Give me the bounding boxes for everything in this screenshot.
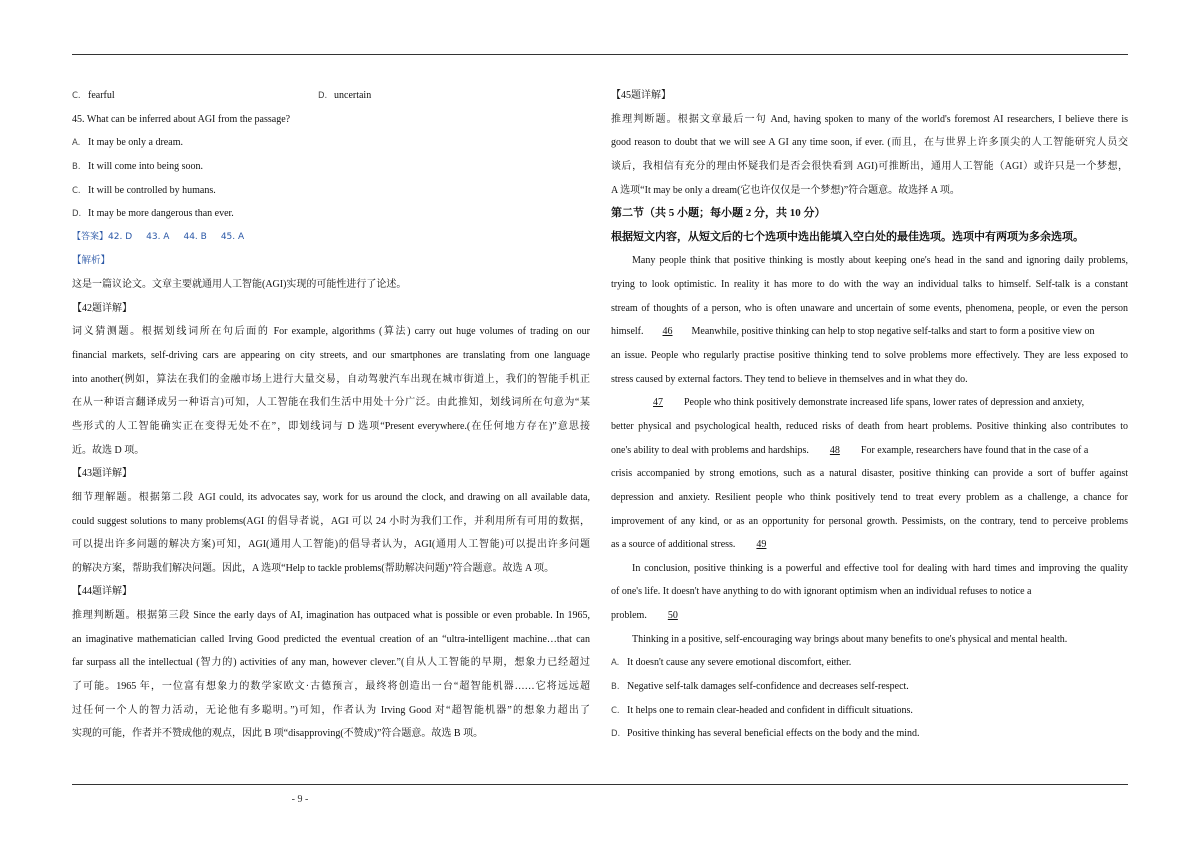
- q43-text: 细节理解题。根据第二段 AGI could, its advocates say, work for us around the clock, and drawing on all available data,: [72, 491, 590, 503]
- right-column: [611, 84, 1128, 746]
- passage-line: Many people think that positive thinking is mostly about keeping one's head in the sand and ignoring daily problems,: [632, 255, 1128, 267]
- q45-title: 【45题详解】: [611, 90, 671, 101]
- gap-option: [611, 675, 1128, 699]
- passage-text: as a source of additional stress.: [611, 539, 736, 551]
- passage-line: an issue. People who regularly practise positive thinking tend to solve problems more effectively. They are less exposed to: [611, 350, 1128, 362]
- option-text: It doesn't cause any severe emotional discomfort, either.: [627, 657, 852, 669]
- passage-line: of one's life. It doesn't have anything to do with ignorant optimism when an individual refuses to notice a: [611, 586, 1032, 598]
- option-text: uncertain: [334, 90, 372, 101]
- passage-line: depression and anxiety. Resilient people who think positively tend to treat every problem as a challenge, a chance for: [611, 491, 1128, 503]
- q42-text: 近。故选 D 项。: [72, 444, 145, 456]
- option-letter: D.: [318, 91, 328, 101]
- blank-46: 46: [662, 326, 673, 338]
- passage-line: [611, 604, 1128, 628]
- q45-text: 谈后，我相信有充分的理由怀疑我们是否会很快看到 AGI)可推断出，通用人工智能（AGI）或许只是一个梦想，: [611, 160, 1128, 172]
- answer-key: [72, 226, 590, 250]
- q42-text: into another(例如，算法在我们的金融市场上进行大量交易，自动驾驶汽车出现在城市街道上，我们的智能手机正: [72, 373, 590, 385]
- answer-item: 43. A: [146, 231, 170, 242]
- q45-option: [72, 155, 590, 179]
- q45-option: [72, 179, 590, 203]
- answer-item: 45. A: [220, 231, 245, 242]
- page-number: - 9 -: [291, 794, 309, 805]
- blank-48: 48: [829, 444, 840, 456]
- q45-text: good reason to doubt that we will see A GI any time soon, if ever. (而且，在与世界上许多顶尖的人工智能研究人员交: [611, 137, 1128, 149]
- passage-line: trying to look optimistic. In reality it has more to do with the way an individual talks to himself. Self-talk is a constant: [611, 279, 1128, 291]
- section-title: 第二节（共 5 小题；每小题 2 分，共 10 分）: [611, 207, 826, 220]
- option-text: It will come into being soon.: [88, 160, 203, 172]
- option-text: It will be controlled by humans.: [88, 184, 216, 196]
- option-letter: B.: [611, 682, 620, 693]
- passage-line: stress caused by external factors. They tend to believe in themselves and in what they do.: [611, 373, 968, 385]
- passage-line: improvement of any kind, or as an opportunity for personal growth. Pessimists, on the contrary, tend to perceive problems: [611, 515, 1128, 527]
- passage-line: [611, 391, 1128, 415]
- option-text: It may be more dangerous than ever.: [88, 208, 234, 220]
- q44-text: 推理判断题。根据第三段 Since the early days of AI, imagination has outpaced what is possible or even probable. In 1965,: [72, 610, 590, 622]
- q42-text: 在从一种语言翻译成另一种语言)可知，人工智能在我们生活中用处十分广泛。由此推知，划线词所在句意为“某: [72, 397, 590, 409]
- option-letter: D.: [611, 729, 621, 740]
- q45-text: 推理判断题。根据文章最后一句 And, having spoken to many of the world's foremost AI researchers, I believe there is: [611, 113, 1128, 125]
- q44-text: 实现的可能，作者并不赞成他的观点，因此 B 项“disapproving(不赞成)”符合题意。故选 B 项。: [72, 728, 484, 740]
- option-text: Positive thinking has several beneficial effects on the body and the mind.: [627, 728, 920, 740]
- option-text: fearful: [88, 90, 115, 101]
- q42-text: 些形式的人工智能确实正在变得无处不在”，即划线词与 D 选项“Present everywhere.(在任何地方存在)”意思接: [72, 420, 590, 432]
- q42-title: 【42题详解】: [72, 302, 132, 314]
- passage-text: People who think positively demonstrate increased life spans, lower rates of depression and anxiety,: [684, 397, 1085, 409]
- q42-text: 词义猜测题。根据划线词所在句后面的 For example, algorithms (算法) carry out huge volumes of trading on our: [72, 326, 590, 338]
- option-letter: D.: [72, 209, 82, 220]
- passage-line: [611, 320, 1128, 344]
- q43-text: 的解决方案，帮助我们解决问题。因此，A 选项“Help to tackle problems(帮助解决问题)”符合题意。故选 A 项。: [72, 562, 555, 574]
- bottom-rule: [72, 784, 1128, 785]
- q44-text: 过任何一个人的智力活动，无论他有多聪明。”)可知，作者认为 Irving Good 对“超智能机器”的想象力超出了: [72, 704, 590, 716]
- passage-line: Thinking in a positive, self-encouraging way brings about many benefits to one's physical and mental health.: [632, 633, 1068, 645]
- answer-item: 42. D: [108, 231, 133, 242]
- passage-line: crisis accompanied by strong emotions, such as a natural disaster, positive thinking can provide a sort of buffer against: [611, 468, 1128, 480]
- option-text: It helps one to remain clear-headed and confident in difficult situations.: [627, 704, 913, 716]
- q45-option: [72, 131, 590, 155]
- q44-options-row: [72, 84, 590, 108]
- passage-text: For example, researchers have found that in the case of a: [860, 444, 1089, 456]
- q44-text: far surpass all the intellectual (智力的) activities of any man, however clever.”(自从人工智能的早期，想象力已经超过: [72, 657, 590, 669]
- gap-option: [611, 722, 1128, 746]
- blank-49: 49: [756, 539, 767, 551]
- gap-option: [611, 651, 1128, 675]
- option-letter: C.: [72, 185, 81, 196]
- option-letter: A.: [72, 138, 81, 149]
- section-instruction: 根据短文内容，从短文后的七个选项中选出能填入空白处的最佳选项。选项中有两项为多余选项。: [611, 230, 1084, 243]
- q44-text: 了可能。1965 年，一位富有想象力的数学家欧文·古德预言，最终将创造出一台“超智能机器……它将远远超: [72, 681, 590, 693]
- passage-text: one's ability to deal with problems and hardships.: [611, 444, 809, 456]
- gap-option: [611, 699, 1128, 723]
- q45-option: [72, 202, 590, 226]
- passage-line: [611, 439, 1128, 463]
- passage-line: In conclusion, positive thinking is a powerful and effective tool for dealing with hard times and improving the quality: [632, 562, 1128, 574]
- passage-text: himself.: [611, 326, 644, 338]
- q44-title: 【44题详解】: [72, 586, 132, 598]
- q42-text: financial markets, self-driving cars are appearing on city streets, and our smartphones are translating from one language: [72, 350, 590, 362]
- passage-text: problem.: [611, 610, 647, 622]
- q45-stem: 45. What can be inferred about AGI from the passage?: [72, 113, 291, 125]
- q43-title: 【43题详解】: [72, 468, 132, 480]
- q43-text: 可以提出许多问题的解决方案)可知，AGI(通用人工智能)的倡导者认为，AGI(通用人工智能)可以提出许多问题: [72, 539, 590, 551]
- option-letter: A.: [611, 658, 620, 669]
- q44-text: an imaginative mathematician called Irving Good predicted the eventual creation of an “ultra-intelligent machine…that can: [72, 633, 590, 645]
- blank-47: 47: [653, 397, 663, 409]
- analysis-summary: 这是一篇议论文。文章主要就通用人工智能(AGI)实现的可能性进行了论述。: [72, 279, 407, 291]
- passage-text: Meanwhile, positive thinking can help to stop negative self-talks and start to form a positive view on: [691, 326, 1095, 338]
- blank-50: 50: [667, 610, 678, 622]
- q45-text: A 选项“It may be only a dream(它也许仅仅是一个梦想)”符合题意。故选择 A 项。: [611, 184, 960, 196]
- option-text: Negative self-talk damages self-confidence and decreases self-respect.: [627, 681, 909, 693]
- top-rule: [72, 54, 1128, 55]
- option-letter: B.: [72, 161, 81, 172]
- option-letter: C.: [611, 705, 620, 716]
- answer-label: 【答案】: [72, 231, 109, 242]
- passage-line: better physical and psychological health, reduced risks of death from heart problems. Positive thinking also contributes to: [611, 420, 1128, 432]
- option-text: It may be only a dream.: [88, 137, 183, 149]
- passage-line: [611, 533, 1128, 557]
- option-letter: C.: [72, 91, 81, 101]
- answer-item: 44. B: [183, 231, 207, 242]
- left-column: [72, 84, 590, 746]
- q43-text: could suggest solutions to many problems(AGI 的倡导者说，AGI 可以 24 小时为我们工作，并利用所有可用的数据，: [72, 515, 590, 527]
- analysis-label: 【解析】: [72, 255, 111, 267]
- passage-line: stream of thoughts of a person, who is often unaware and uncertain of some events, phenomena, people, or even the person: [611, 302, 1128, 314]
